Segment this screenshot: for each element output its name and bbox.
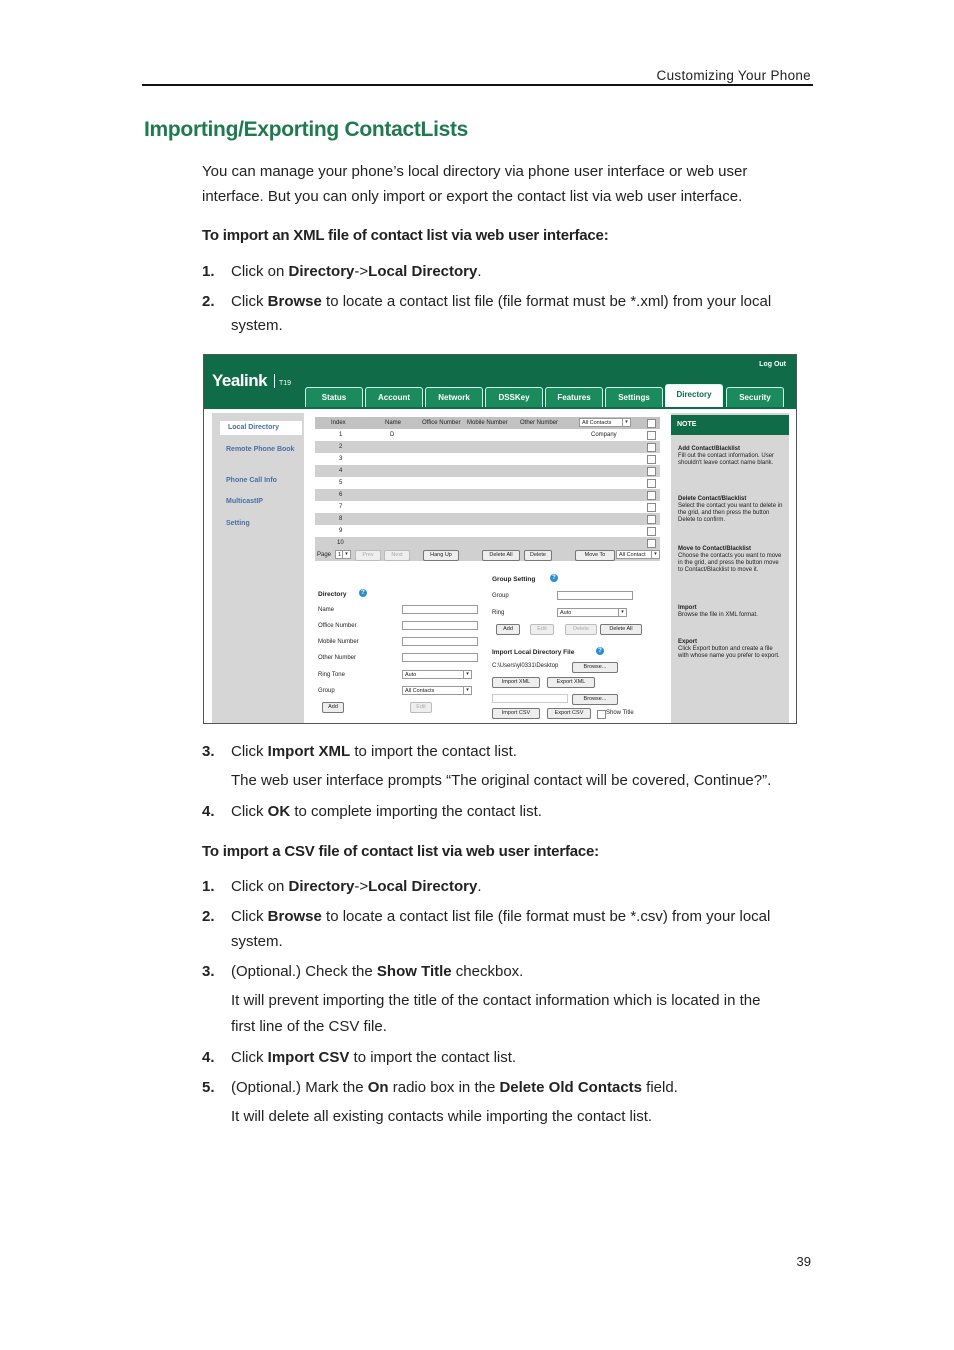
- nav-multicastip[interactable]: MulticastIP: [226, 498, 263, 505]
- col-office: Office Number: [422, 420, 461, 426]
- import-csv-button[interactable]: Import CSV: [492, 708, 540, 719]
- note-header: NOTE: [671, 415, 789, 435]
- contacts-filter-select[interactable]: [579, 418, 631, 427]
- col-index: Index: [331, 420, 346, 426]
- tab-dsskey[interactable]: DSSKey: [485, 387, 543, 407]
- col-mobile: Mobile Number: [467, 420, 508, 426]
- import-title: Import Local Directory File: [492, 649, 575, 656]
- row-name: D: [390, 432, 395, 438]
- yealink-logo: Yealink: [212, 371, 268, 390]
- import-xml-button[interactable]: Import XML: [492, 677, 540, 688]
- next-button[interactable]: Next: [384, 550, 410, 561]
- xml-step-2-cont: system.: [231, 317, 283, 334]
- step-number: 1.: [202, 263, 215, 280]
- table-row[interactable]: [315, 429, 660, 441]
- table-row[interactable]: [315, 441, 660, 453]
- row-checkbox[interactable]: [647, 479, 656, 488]
- note-import-text: Browse the file in XML format.: [678, 612, 758, 618]
- logo-separator: [274, 374, 275, 388]
- web-ui-screenshot: [203, 354, 797, 724]
- delete-all-button[interactable]: Delete All: [482, 550, 520, 561]
- filter-value: All Contacts: [582, 420, 612, 426]
- left-nav: [212, 413, 304, 723]
- step-text: Click: [231, 1049, 268, 1066]
- add-contact-button[interactable]: Add: [322, 702, 344, 713]
- delete-button[interactable]: Delete: [524, 550, 552, 561]
- step-text: to locate a contact list file (file format must be *.xml) from your local: [321, 293, 772, 310]
- row-checkbox[interactable]: [647, 431, 656, 440]
- note-import-heading: Import: [678, 605, 697, 611]
- row-group: Company: [591, 432, 617, 438]
- row-checkbox[interactable]: [647, 515, 656, 524]
- mobile-label: Mobile Number: [318, 639, 359, 645]
- table-row[interactable]: [315, 525, 660, 537]
- note-delete: [678, 496, 784, 524]
- chevron-down-icon: ▾: [463, 671, 471, 678]
- row-checkbox[interactable]: [647, 491, 656, 500]
- show-title-label: Show Title: [606, 710, 634, 716]
- group-select[interactable]: [402, 686, 472, 695]
- note-delete-heading: Delete Contact/Blacklist: [678, 496, 747, 502]
- csv-step-5-note: It will delete all existing contacts while importing the contact list.: [231, 1108, 653, 1125]
- group-ring-select[interactable]: [557, 608, 627, 617]
- browse-xml-button[interactable]: Browse...: [572, 662, 618, 673]
- row-index: 3: [339, 456, 343, 462]
- tab-security[interactable]: Security: [726, 387, 784, 407]
- move-to-button[interactable]: Move To: [575, 550, 615, 561]
- xml-step-1: [202, 259, 802, 284]
- group-value: All Contacts: [405, 688, 435, 694]
- col-other: Other Number: [520, 420, 559, 426]
- nav-remote-phone-book[interactable]: Remote Phone Book: [226, 446, 295, 453]
- chevron-down-icon: ▾: [618, 609, 626, 616]
- note-add: [678, 446, 784, 467]
- pager-bar: [315, 549, 660, 561]
- step-text: (Optional.) Check the: [231, 963, 377, 980]
- export-xml-button[interactable]: Export XML: [547, 677, 595, 688]
- ring-tone-label: Ring Tone: [318, 672, 345, 678]
- note-export-text: Click Export button and create a file with whose name you prefer to export.: [678, 646, 780, 659]
- note-delete-text: Select the contact you want to delete in the grid, and then press the button Delete to confirm.: [678, 503, 783, 523]
- xml-heading: To import an XML file of contact list via web user interface:: [202, 227, 609, 244]
- step-text: radio box in the: [388, 1079, 500, 1096]
- edit-contact-button[interactable]: Edit: [410, 702, 432, 713]
- delete-group-button[interactable]: Delete: [565, 624, 597, 635]
- intro-line-1: You can manage your phone’s local directory via phone user interface or web user: [202, 163, 748, 180]
- row-checkbox[interactable]: [647, 503, 656, 512]
- export-csv-button[interactable]: Export CSV: [547, 708, 591, 719]
- tab-account[interactable]: Account: [365, 387, 423, 407]
- note-move: [678, 546, 784, 574]
- mobile-number-input[interactable]: [402, 637, 478, 646]
- xml-step-3-note: The web user interface prompts “The original contact will be covered, Continue?”.: [231, 772, 772, 789]
- csv-step-1: [202, 874, 802, 899]
- nav-setting[interactable]: Setting: [226, 520, 250, 527]
- tab-directory[interactable]: Directory: [665, 384, 723, 408]
- help-icon[interactable]: ?: [550, 574, 558, 582]
- help-icon[interactable]: ?: [359, 589, 367, 597]
- table-row[interactable]: [315, 501, 660, 513]
- csv-step-3-note-2: first line of the CSV file.: [231, 1018, 387, 1035]
- step-number: 4.: [202, 1049, 215, 1066]
- ring-tone-value: Auto: [405, 672, 417, 678]
- tab-underline: [204, 407, 796, 409]
- step-text: Click on: [231, 263, 289, 280]
- step-text: (Optional.) Mark the: [231, 1079, 368, 1096]
- note-move-text: Choose the contacts you want to move in the grid, and press the button move to Contact/Blacklist to move it.: [678, 553, 782, 573]
- tab-features[interactable]: Features: [545, 387, 603, 407]
- group-name-label: Group: [492, 593, 509, 599]
- nav-local-directory[interactable]: Local Directory: [220, 421, 302, 435]
- show-title-checkbox[interactable]: [597, 710, 606, 719]
- header-rule: [142, 84, 813, 86]
- row-checkbox[interactable]: [647, 455, 656, 464]
- step-text: to locate a contact list file (file format must be *.csv) from your local: [321, 908, 771, 925]
- menu-directory: Directory: [288, 263, 355, 280]
- menu-local-directory: Local Directory: [368, 878, 478, 895]
- row-index: 9: [339, 528, 343, 534]
- hangup-button[interactable]: Hang Up: [423, 550, 459, 561]
- table-row[interactable]: [315, 465, 660, 477]
- browse-term: Browse: [267, 908, 322, 925]
- running-header: Customizing Your Phone: [656, 68, 811, 83]
- step-number: 2.: [202, 908, 215, 925]
- xml-step-4: [202, 799, 802, 824]
- help-icon[interactable]: ?: [596, 647, 604, 655]
- chevron-down-icon: ▾: [463, 687, 471, 694]
- menu-local-directory: Local Directory: [368, 263, 478, 280]
- nav-phone-call-info[interactable]: Phone Call Info: [226, 477, 277, 484]
- file-path: C:\Users\yl0331\Desktop: [492, 663, 559, 669]
- step-text: ->: [354, 878, 369, 895]
- row-checkbox[interactable]: [647, 527, 656, 536]
- csv-step-3-note-1: It will prevent importing the title of the contact information which is located in the: [231, 992, 761, 1009]
- row-index: 5: [339, 480, 343, 486]
- group-setting-title: Group Setting: [492, 576, 536, 583]
- menu-directory: Directory: [288, 878, 355, 895]
- step-text: ->: [354, 263, 369, 280]
- note-export: [678, 639, 784, 660]
- ok-term: OK: [267, 803, 291, 820]
- other-number-input[interactable]: [402, 653, 478, 662]
- row-index: 10: [337, 540, 344, 546]
- row-index: 1: [339, 432, 343, 438]
- table-header: [315, 417, 660, 429]
- other-label: Other Number: [318, 655, 357, 661]
- step-number: 3.: [202, 743, 215, 760]
- page-number: 39: [796, 1254, 811, 1269]
- step-text: Click: [231, 908, 268, 925]
- add-group-button[interactable]: Add: [496, 624, 520, 635]
- browse-term: Browse: [267, 293, 322, 310]
- chevron-down-icon: ▾: [342, 551, 350, 558]
- csv-step-2: [202, 904, 802, 929]
- tab-network[interactable]: Network: [425, 387, 483, 407]
- intro-line-2: interface. But you can only import or export the contact list via web user interface.: [202, 188, 743, 205]
- select-all-checkbox[interactable]: [647, 419, 656, 428]
- step-text: to complete importing the contact list.: [290, 803, 542, 820]
- step-text: Click: [231, 293, 268, 310]
- chevron-down-icon: ▾: [622, 419, 630, 426]
- on-term: On: [367, 1079, 389, 1096]
- step-number: 3.: [202, 963, 215, 980]
- browse-csv-button[interactable]: Browse...: [572, 694, 618, 705]
- table-row[interactable]: [315, 453, 660, 465]
- page-label: Page: [317, 552, 332, 558]
- logout-link[interactable]: Log Out: [759, 361, 786, 368]
- row-index: 2: [339, 444, 343, 450]
- step-number: 2.: [202, 293, 215, 310]
- note-add-text: Fill out the contact information. User shouldn't leave contact name blank.: [678, 453, 775, 466]
- name-label: Name: [318, 607, 335, 613]
- csv-step-3: [202, 959, 802, 984]
- edit-group-button[interactable]: Edit: [530, 624, 554, 635]
- note-export-heading: Export: [678, 639, 698, 645]
- import-csv-term: Import CSV: [267, 1049, 350, 1066]
- ring-tone-select[interactable]: [402, 670, 472, 679]
- csv-step-2-cont: system.: [231, 933, 283, 950]
- table-row[interactable]: [315, 513, 660, 525]
- step-number: 4.: [202, 803, 215, 820]
- xml-step-3: [202, 739, 802, 764]
- note-import: [678, 605, 784, 619]
- xml-step-2: [202, 289, 802, 314]
- show-title-term: Show Title: [376, 963, 452, 980]
- step-text: .: [477, 263, 482, 280]
- col-name: Name: [385, 420, 402, 426]
- table-row[interactable]: [315, 537, 660, 549]
- step-text: .: [477, 878, 482, 895]
- note-move-heading: Move to Contact/Blacklist: [678, 546, 752, 552]
- csv-heading: To import a CSV file of contact list via web user interface:: [202, 843, 599, 860]
- office-number-input[interactable]: [402, 621, 478, 630]
- step-text: to import the contact list.: [350, 743, 517, 760]
- office-label: Office Number: [318, 623, 357, 629]
- import-xml-term: Import XML: [267, 743, 351, 760]
- model-label: T19: [279, 380, 292, 387]
- prev-button[interactable]: Prev: [355, 550, 381, 561]
- group-label: Group: [318, 688, 335, 694]
- delete-old-contacts-term: Delete Old Contacts: [499, 1079, 642, 1096]
- step-text: Click: [231, 803, 268, 820]
- tab-status[interactable]: Status: [305, 387, 363, 407]
- row-checkbox[interactable]: [647, 467, 656, 476]
- ring-label: Ring: [492, 610, 505, 616]
- delete-all-groups-button[interactable]: Delete All: [600, 624, 642, 635]
- move-to-select[interactable]: [616, 550, 660, 559]
- table-row[interactable]: [315, 477, 660, 489]
- table-row[interactable]: [315, 489, 660, 501]
- section-title: Importing/Exporting ContactLists: [144, 118, 469, 141]
- row-index: 8: [339, 516, 343, 522]
- note-add-heading: Add Contact/Blacklist: [678, 446, 741, 452]
- row-checkbox[interactable]: [647, 539, 656, 548]
- page-select[interactable]: [335, 550, 351, 559]
- row-index: 6: [339, 492, 343, 498]
- tab-settings[interactable]: Settings: [605, 387, 663, 407]
- row-checkbox[interactable]: [647, 443, 656, 452]
- step-number: 5.: [202, 1079, 215, 1096]
- step-text: Click: [231, 743, 268, 760]
- group-ring-value: Auto: [560, 610, 572, 616]
- step-text: checkbox.: [451, 963, 524, 980]
- group-name-input[interactable]: [557, 591, 633, 600]
- step-number: 1.: [202, 878, 215, 895]
- name-input[interactable]: [402, 605, 478, 614]
- csv-file-input[interactable]: [492, 694, 568, 703]
- step-text: field.: [642, 1079, 678, 1096]
- step-text: Click on: [231, 878, 289, 895]
- row-index: 7: [339, 504, 343, 510]
- move-to-value: All Contact: [619, 552, 646, 558]
- directory-form-title: Directory: [318, 591, 347, 598]
- csv-step-4: [202, 1045, 802, 1070]
- page-value: 1: [338, 552, 342, 558]
- chevron-down-icon: ▾: [651, 551, 659, 558]
- step-text: to import the contact list.: [349, 1049, 517, 1066]
- row-index: 4: [339, 468, 343, 474]
- csv-step-5: [202, 1075, 802, 1100]
